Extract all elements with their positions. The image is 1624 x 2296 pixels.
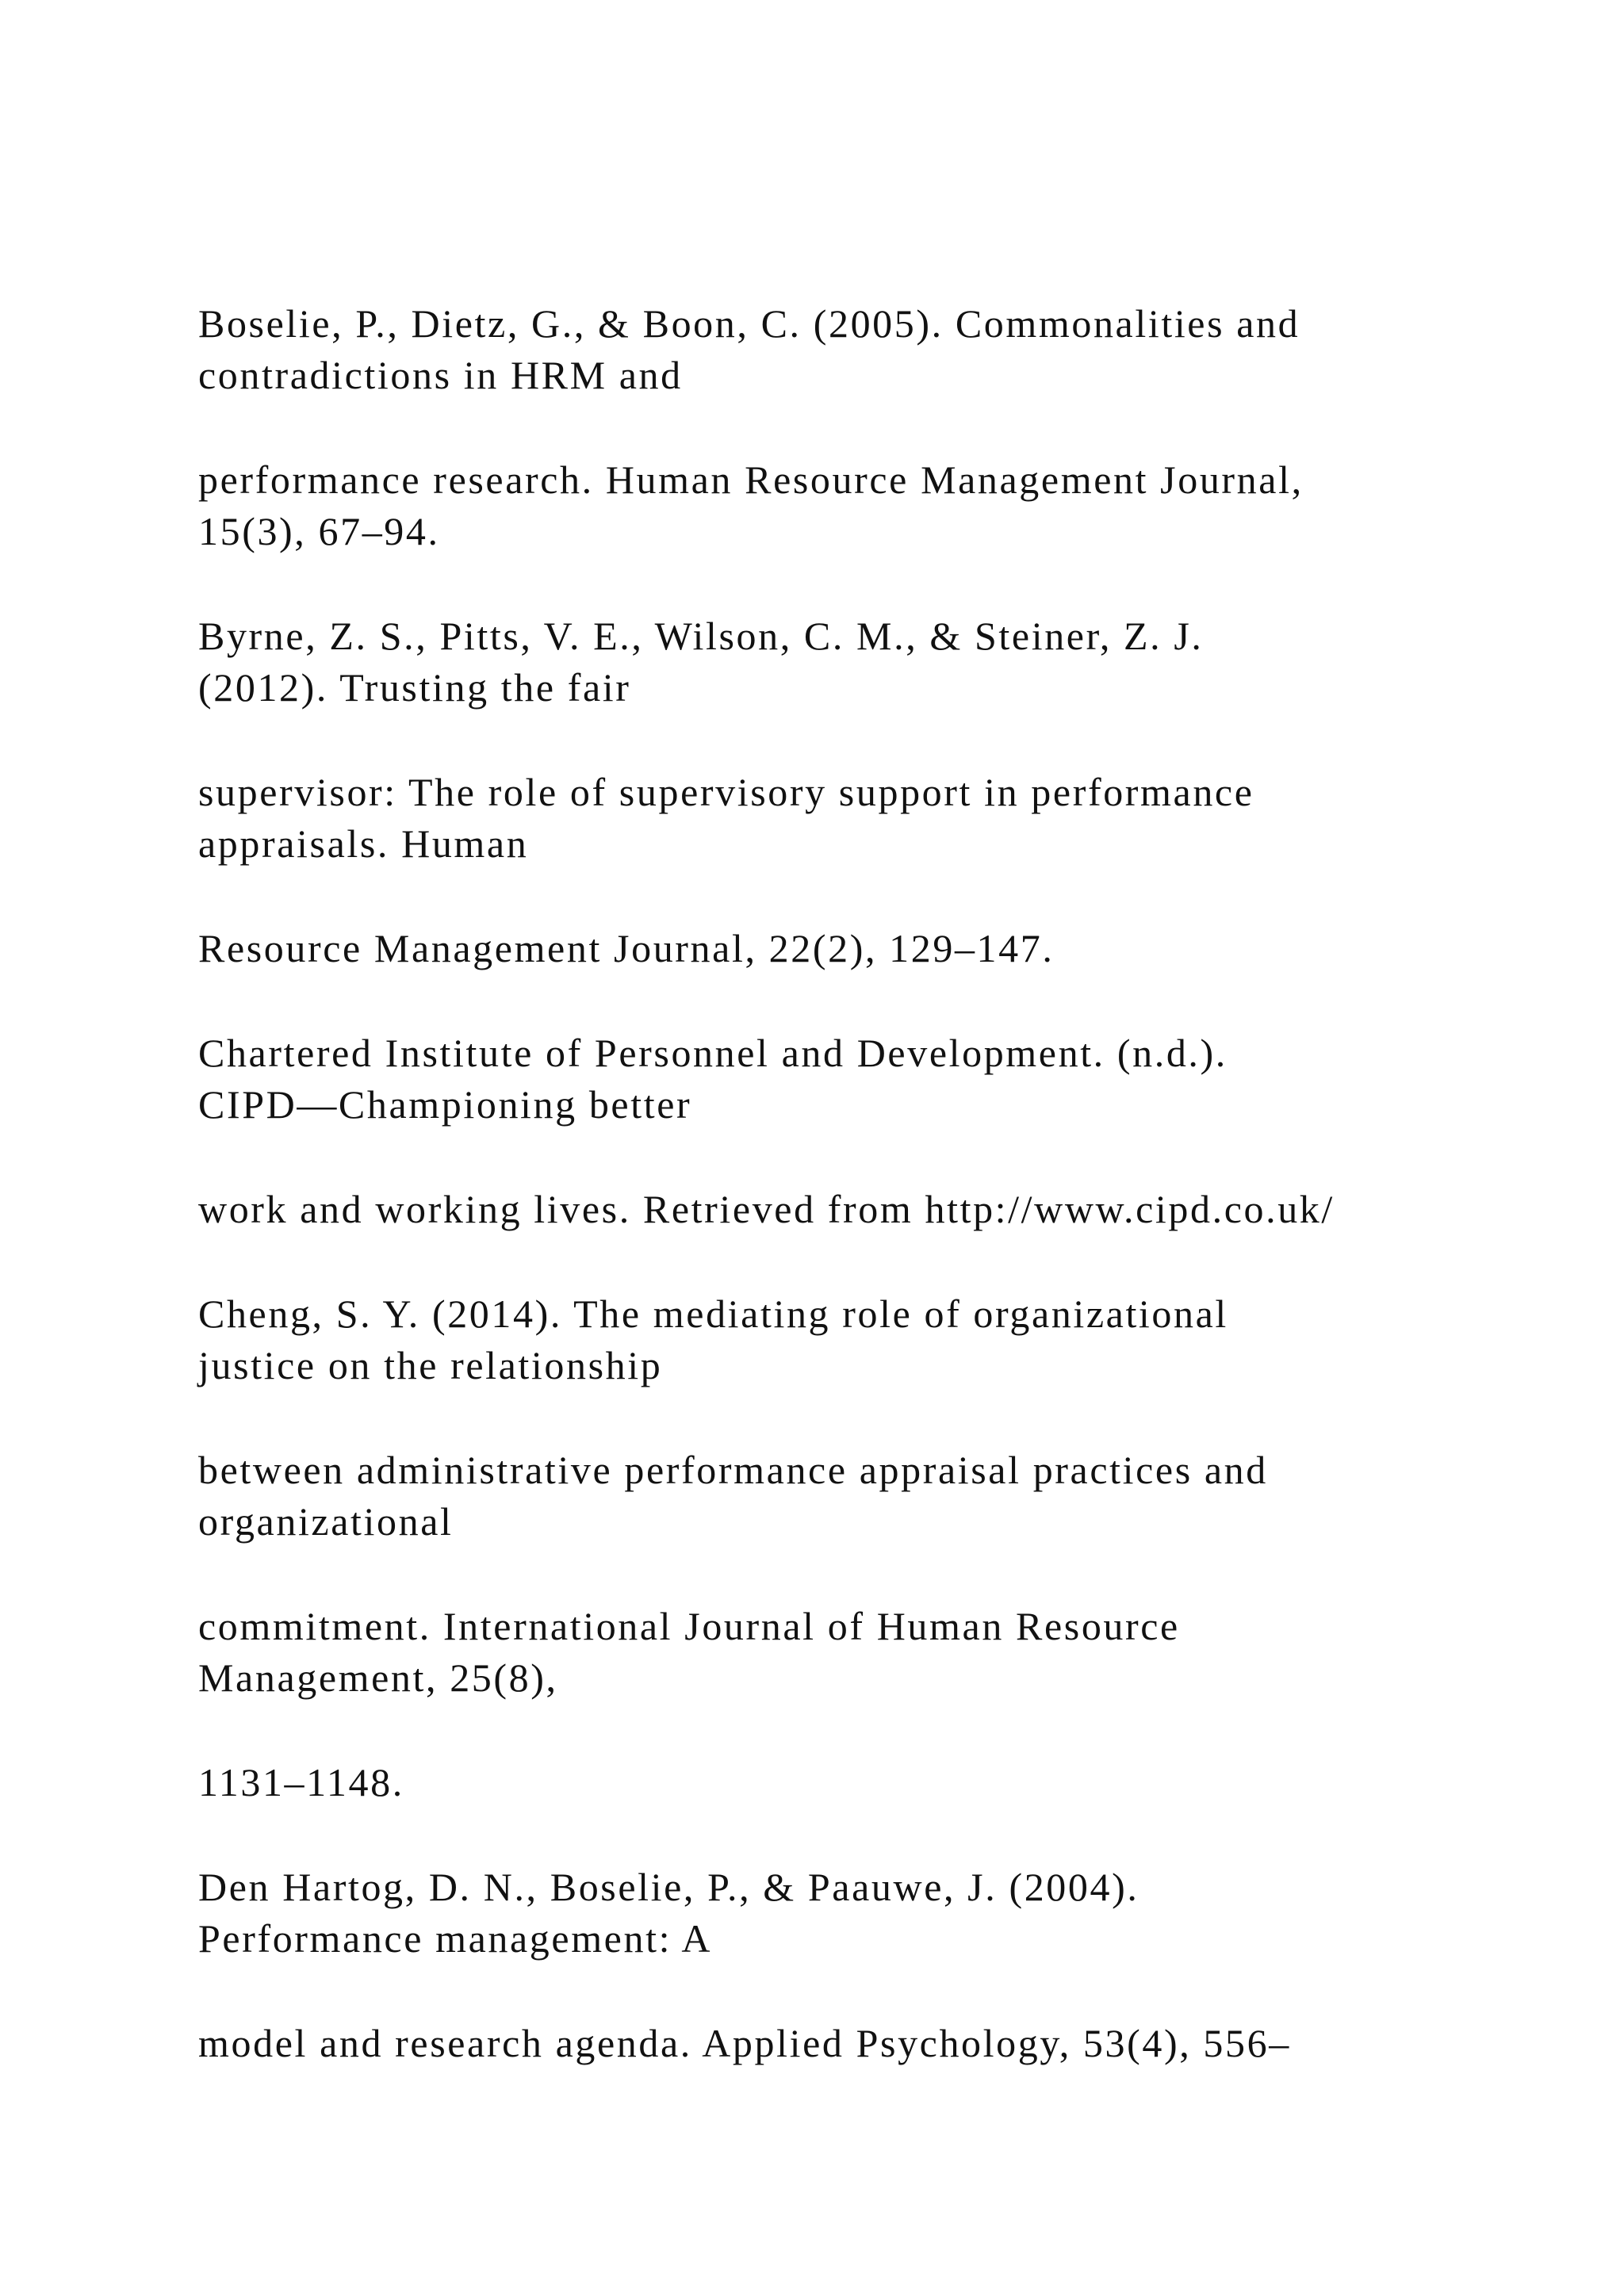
reference-paragraph xyxy=(198,923,1546,974)
text-line: Boselie, P., Dietz, G., & Boon, C. (2005). Commonalities and xyxy=(198,301,1300,346)
text-line: Resource Management Journal, 22(2), 129–147. xyxy=(198,926,1055,970)
text-line: Performance management: A xyxy=(198,1916,713,1961)
text-line: justice on the relationship xyxy=(198,1343,663,1387)
reference-paragraph xyxy=(198,1862,1546,1965)
text-line: (2012). Trusting the fair xyxy=(198,665,631,710)
text-line: Den Hartog, D. N., Boselie, P., & Paauwe, J. (2004). xyxy=(198,1865,1139,1909)
text-line: supervisor: The role of supervisory support in performance xyxy=(198,770,1254,814)
reference-list xyxy=(198,298,1546,2122)
text-line: work and working lives. Retrieved from http://www.cipd.co.uk/ xyxy=(198,1187,1335,1231)
reference-paragraph xyxy=(198,1757,1546,1808)
text-line: CIPD—Championing better xyxy=(198,1082,692,1127)
reference-paragraph xyxy=(198,1601,1546,1704)
text-line: Cheng, S. Y. (2014). The mediating role of organizational xyxy=(198,1292,1228,1336)
reference-paragraph xyxy=(198,2018,1546,2069)
text-line: 1131–1148. xyxy=(198,1760,404,1804)
text-line: performance research. Human Resource Management Journal, xyxy=(198,457,1304,502)
text-line: Management, 25(8), xyxy=(198,1655,558,1700)
text-line: 15(3), 67–94. xyxy=(198,509,440,553)
reference-paragraph xyxy=(198,1184,1546,1235)
reference-paragraph xyxy=(198,610,1546,714)
reference-paragraph xyxy=(198,454,1546,557)
text-line: Chartered Institute of Personnel and Development. (n.d.). xyxy=(198,1031,1228,1075)
reference-paragraph xyxy=(198,1027,1546,1131)
reference-paragraph xyxy=(198,298,1546,401)
text-line: commitment. International Journal of Human Resource xyxy=(198,1604,1180,1648)
text-line: Byrne, Z. S., Pitts, V. E., Wilson, C. M., & Steiner, Z. J. xyxy=(198,614,1204,658)
reference-paragraph xyxy=(198,1445,1546,1548)
reference-paragraph xyxy=(198,1288,1546,1391)
text-line: organizational xyxy=(198,1499,454,1544)
text-line: appraisals. Human xyxy=(198,821,529,866)
text-line: contradictions in HRM and xyxy=(198,353,683,397)
text-line: model and research agenda. Applied Psychology, 53(4), 556– xyxy=(198,2021,1291,2065)
text-line: between administrative performance appraisal practices and xyxy=(198,1448,1268,1492)
reference-paragraph xyxy=(198,767,1546,870)
